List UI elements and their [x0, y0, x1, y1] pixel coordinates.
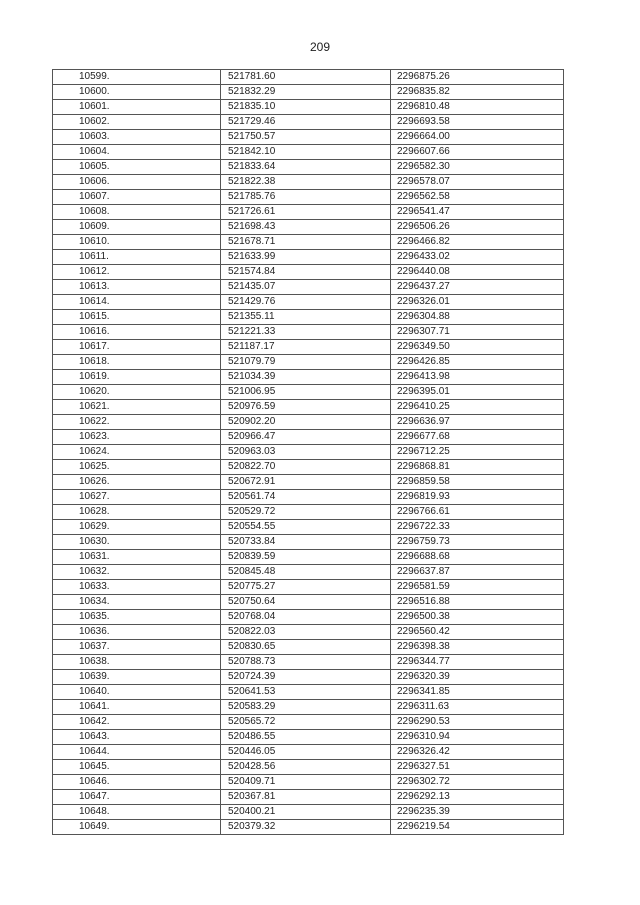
x-coordinate-cell: 521833.64 — [221, 160, 391, 175]
x-coordinate-cell: 520724.39 — [221, 670, 391, 685]
y-coordinate-cell: 2296637.87 — [391, 565, 564, 580]
x-coordinate-cell: 520565.72 — [221, 715, 391, 730]
point-number-cell: 10613. — [53, 280, 221, 295]
x-coordinate-cell: 520830.65 — [221, 640, 391, 655]
table-row — [53, 715, 564, 730]
point-number-cell: 10612. — [53, 265, 221, 280]
x-coordinate-cell: 520775.27 — [221, 580, 391, 595]
table-row — [53, 490, 564, 505]
point-number-cell: 10619. — [53, 370, 221, 385]
point-number-cell: 10599. — [53, 70, 221, 85]
point-number-cell: 10607. — [53, 190, 221, 205]
point-number-cell: 10625. — [53, 460, 221, 475]
x-coordinate-cell: 521435.07 — [221, 280, 391, 295]
x-coordinate-cell: 520839.59 — [221, 550, 391, 565]
table-row — [53, 340, 564, 355]
table-row — [53, 445, 564, 460]
x-coordinate-cell: 521785.76 — [221, 190, 391, 205]
point-number-cell: 10620. — [53, 385, 221, 400]
y-coordinate-cell: 2296868.81 — [391, 460, 564, 475]
table-row — [53, 595, 564, 610]
y-coordinate-cell: 2296292.13 — [391, 790, 564, 805]
table-row — [53, 430, 564, 445]
x-coordinate-cell: 520822.03 — [221, 625, 391, 640]
x-coordinate-cell: 521187.17 — [221, 340, 391, 355]
y-coordinate-cell: 2296582.30 — [391, 160, 564, 175]
y-coordinate-cell: 2296636.97 — [391, 415, 564, 430]
point-number-cell: 10632. — [53, 565, 221, 580]
x-coordinate-cell: 520845.48 — [221, 565, 391, 580]
x-coordinate-cell: 520446.05 — [221, 745, 391, 760]
y-coordinate-cell: 2296307.71 — [391, 325, 564, 340]
y-coordinate-cell: 2296500.38 — [391, 610, 564, 625]
y-coordinate-cell: 2296440.08 — [391, 265, 564, 280]
x-coordinate-cell: 520641.53 — [221, 685, 391, 700]
y-coordinate-cell: 2296810.48 — [391, 100, 564, 115]
table-row — [53, 295, 564, 310]
x-coordinate-cell: 520966.47 — [221, 430, 391, 445]
table-row — [53, 355, 564, 370]
x-coordinate-cell: 520529.72 — [221, 505, 391, 520]
table-row — [53, 175, 564, 190]
y-coordinate-cell: 2296410.25 — [391, 400, 564, 415]
x-coordinate-cell: 521574.84 — [221, 265, 391, 280]
x-coordinate-cell: 521832.29 — [221, 85, 391, 100]
point-number-cell: 10610. — [53, 235, 221, 250]
point-number-cell: 10634. — [53, 595, 221, 610]
y-coordinate-cell: 2296326.01 — [391, 295, 564, 310]
x-coordinate-cell: 520750.64 — [221, 595, 391, 610]
table-row — [53, 640, 564, 655]
point-number-cell: 10602. — [53, 115, 221, 130]
page-number: 209 — [309, 40, 331, 54]
table-row — [53, 265, 564, 280]
table-row — [53, 205, 564, 220]
y-coordinate-cell: 2296219.54 — [391, 820, 564, 835]
point-number-cell: 10628. — [53, 505, 221, 520]
table-row — [53, 805, 564, 820]
point-number-cell: 10624. — [53, 445, 221, 460]
x-coordinate-cell: 520554.55 — [221, 520, 391, 535]
x-coordinate-cell: 521006.95 — [221, 385, 391, 400]
y-coordinate-cell: 2296433.02 — [391, 250, 564, 265]
table-row — [53, 235, 564, 250]
y-coordinate-cell: 2296290.53 — [391, 715, 564, 730]
point-number-cell: 10627. — [53, 490, 221, 505]
point-number-cell: 10617. — [53, 340, 221, 355]
x-coordinate-cell: 520428.56 — [221, 760, 391, 775]
point-number-cell: 10641. — [53, 700, 221, 715]
x-coordinate-cell: 520400.21 — [221, 805, 391, 820]
y-coordinate-cell: 2296302.72 — [391, 775, 564, 790]
table-row — [53, 385, 564, 400]
table-row — [53, 100, 564, 115]
table-row — [53, 160, 564, 175]
table-row — [53, 505, 564, 520]
table-row — [53, 655, 564, 670]
x-coordinate-cell: 521835.10 — [221, 100, 391, 115]
x-coordinate-cell: 520768.04 — [221, 610, 391, 625]
y-coordinate-cell: 2296759.73 — [391, 535, 564, 550]
point-number-cell: 10606. — [53, 175, 221, 190]
y-coordinate-cell: 2296677.68 — [391, 430, 564, 445]
point-number-cell: 10629. — [53, 520, 221, 535]
table-row — [53, 760, 564, 775]
y-coordinate-cell: 2296310.94 — [391, 730, 564, 745]
table-row — [53, 520, 564, 535]
y-coordinate-cell: 2296413.98 — [391, 370, 564, 385]
y-coordinate-cell: 2296819.93 — [391, 490, 564, 505]
point-number-cell: 10630. — [53, 535, 221, 550]
x-coordinate-cell: 521842.10 — [221, 145, 391, 160]
y-coordinate-cell: 2296426.85 — [391, 355, 564, 370]
y-coordinate-cell: 2296311.63 — [391, 700, 564, 715]
y-coordinate-cell: 2296344.77 — [391, 655, 564, 670]
y-coordinate-cell: 2296235.39 — [391, 805, 564, 820]
table-row — [53, 670, 564, 685]
x-coordinate-cell: 521221.33 — [221, 325, 391, 340]
table-row — [53, 400, 564, 415]
point-number-cell: 10623. — [53, 430, 221, 445]
y-coordinate-cell: 2296875.26 — [391, 70, 564, 85]
y-coordinate-cell: 2296693.58 — [391, 115, 564, 130]
point-number-cell: 10614. — [53, 295, 221, 310]
x-coordinate-cell: 521698.43 — [221, 220, 391, 235]
table-row — [53, 85, 564, 100]
point-number-cell: 10618. — [53, 355, 221, 370]
x-coordinate-cell: 520367.81 — [221, 790, 391, 805]
y-coordinate-cell: 2296607.66 — [391, 145, 564, 160]
x-coordinate-cell: 521750.57 — [221, 130, 391, 145]
point-number-cell: 10640. — [53, 685, 221, 700]
table-row — [53, 700, 564, 715]
x-coordinate-cell: 520822.70 — [221, 460, 391, 475]
point-number-cell: 10643. — [53, 730, 221, 745]
y-coordinate-cell: 2296581.59 — [391, 580, 564, 595]
point-number-cell: 10638. — [53, 655, 221, 670]
x-coordinate-cell: 521729.46 — [221, 115, 391, 130]
point-number-cell: 10616. — [53, 325, 221, 340]
point-number-cell: 10600. — [53, 85, 221, 100]
table-row — [53, 145, 564, 160]
table-row — [53, 415, 564, 430]
point-number-cell: 10609. — [53, 220, 221, 235]
table-row — [53, 610, 564, 625]
point-number-cell: 10604. — [53, 145, 221, 160]
point-number-cell: 10605. — [53, 160, 221, 175]
y-coordinate-cell: 2296712.25 — [391, 445, 564, 460]
table-row — [53, 775, 564, 790]
y-coordinate-cell: 2296320.39 — [391, 670, 564, 685]
x-coordinate-cell: 521633.99 — [221, 250, 391, 265]
y-coordinate-cell: 2296506.26 — [391, 220, 564, 235]
table-row — [53, 280, 564, 295]
x-coordinate-cell: 520733.84 — [221, 535, 391, 550]
point-number-cell: 10615. — [53, 310, 221, 325]
table-row — [53, 730, 564, 745]
table-row — [53, 580, 564, 595]
y-coordinate-cell: 2296722.33 — [391, 520, 564, 535]
point-number-cell: 10635. — [53, 610, 221, 625]
y-coordinate-cell: 2296578.07 — [391, 175, 564, 190]
x-coordinate-cell: 521822.38 — [221, 175, 391, 190]
table-row — [53, 70, 564, 85]
point-number-cell: 10603. — [53, 130, 221, 145]
table-row — [53, 535, 564, 550]
y-coordinate-cell: 2296398.38 — [391, 640, 564, 655]
point-number-cell: 10636. — [53, 625, 221, 640]
table-row — [53, 745, 564, 760]
y-coordinate-cell: 2296341.85 — [391, 685, 564, 700]
y-coordinate-cell: 2296835.82 — [391, 85, 564, 100]
x-coordinate-cell: 520976.59 — [221, 400, 391, 415]
x-coordinate-cell: 520379.32 — [221, 820, 391, 835]
table-row — [53, 370, 564, 385]
table-row — [53, 310, 564, 325]
table-row — [53, 130, 564, 145]
x-coordinate-cell: 520561.74 — [221, 490, 391, 505]
point-number-cell: 10637. — [53, 640, 221, 655]
x-coordinate-cell: 520583.29 — [221, 700, 391, 715]
y-coordinate-cell: 2296562.58 — [391, 190, 564, 205]
y-coordinate-cell: 2296326.42 — [391, 745, 564, 760]
point-number-cell: 10649. — [53, 820, 221, 835]
x-coordinate-cell: 521429.76 — [221, 295, 391, 310]
point-number-cell: 10645. — [53, 760, 221, 775]
point-number-cell: 10611. — [53, 250, 221, 265]
y-coordinate-cell: 2296560.42 — [391, 625, 564, 640]
point-number-cell: 10644. — [53, 745, 221, 760]
point-number-cell: 10642. — [53, 715, 221, 730]
table-row — [53, 460, 564, 475]
x-coordinate-cell: 521726.61 — [221, 205, 391, 220]
x-coordinate-cell: 521079.79 — [221, 355, 391, 370]
y-coordinate-cell: 2296327.51 — [391, 760, 564, 775]
point-number-cell: 10646. — [53, 775, 221, 790]
table-row — [53, 565, 564, 580]
point-number-cell: 10621. — [53, 400, 221, 415]
x-coordinate-cell: 520409.71 — [221, 775, 391, 790]
y-coordinate-cell: 2296304.88 — [391, 310, 564, 325]
table-row — [53, 190, 564, 205]
x-coordinate-cell: 521034.39 — [221, 370, 391, 385]
x-coordinate-cell: 520963.03 — [221, 445, 391, 460]
point-number-cell: 10608. — [53, 205, 221, 220]
table-row — [53, 685, 564, 700]
table-row — [53, 475, 564, 490]
x-coordinate-cell: 520902.20 — [221, 415, 391, 430]
table-row — [53, 115, 564, 130]
y-coordinate-cell: 2296466.82 — [391, 235, 564, 250]
y-coordinate-cell: 2296766.61 — [391, 505, 564, 520]
x-coordinate-cell: 521678.71 — [221, 235, 391, 250]
coordinates-table-body — [53, 70, 564, 835]
table-row — [53, 550, 564, 565]
x-coordinate-cell: 520788.73 — [221, 655, 391, 670]
table-row — [53, 220, 564, 235]
point-number-cell: 10601. — [53, 100, 221, 115]
point-number-cell: 10626. — [53, 475, 221, 490]
coordinates-table — [52, 69, 564, 835]
table-row — [53, 790, 564, 805]
y-coordinate-cell: 2296349.50 — [391, 340, 564, 355]
point-number-cell: 10622. — [53, 415, 221, 430]
point-number-cell: 10647. — [53, 790, 221, 805]
point-number-cell: 10648. — [53, 805, 221, 820]
point-number-cell: 10631. — [53, 550, 221, 565]
y-coordinate-cell: 2296688.68 — [391, 550, 564, 565]
y-coordinate-cell: 2296541.47 — [391, 205, 564, 220]
y-coordinate-cell: 2296395.01 — [391, 385, 564, 400]
x-coordinate-cell: 521355.11 — [221, 310, 391, 325]
point-number-cell: 10633. — [53, 580, 221, 595]
point-number-cell: 10639. — [53, 670, 221, 685]
y-coordinate-cell: 2296516.88 — [391, 595, 564, 610]
x-coordinate-cell: 520672.91 — [221, 475, 391, 490]
table-row — [53, 820, 564, 835]
table-row — [53, 625, 564, 640]
y-coordinate-cell: 2296664.00 — [391, 130, 564, 145]
y-coordinate-cell: 2296859.58 — [391, 475, 564, 490]
x-coordinate-cell: 521781.60 — [221, 70, 391, 85]
table-row — [53, 325, 564, 340]
table-row — [53, 250, 564, 265]
y-coordinate-cell: 2296437.27 — [391, 280, 564, 295]
x-coordinate-cell: 520486.55 — [221, 730, 391, 745]
